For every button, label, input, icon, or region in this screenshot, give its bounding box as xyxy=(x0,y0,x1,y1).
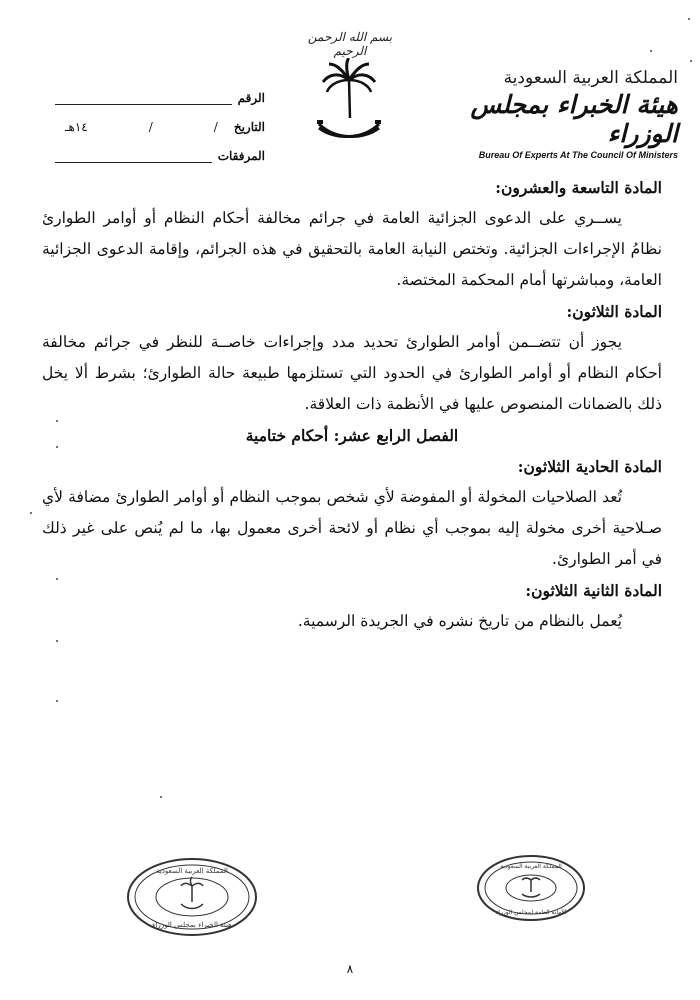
article-31-text: تُعد الصلاحيات المخولة أو المفوضة لأي شخص بموجب النظام أو أوامر الطوارئ مضافة لأي صـلاحية أخرى مخولة إليه بموجب أي نظام أو لائحة أخرى معمول بها، ما لم يُنص على غير ذلك في أمر الطوارئ. xyxy=(42,488,662,568)
svg-text:الأمانة العامة لمجلس الوزراء: الأمانة العامة لمجلس الوزراء xyxy=(495,909,567,916)
attachments-row xyxy=(55,134,265,163)
organization-header xyxy=(438,68,678,160)
article-31-title: المادة الحادية الثلاثون: xyxy=(517,457,662,476)
basmala: بسم الله الرحمن الرحيم xyxy=(307,30,393,58)
article-30-text: يجوز أن تتضــمن أوامر الطوارئ تحديد مدد وإجراءات خاصــة للنظر في جرائم مخالفة أحكام النظام أو أوامر الطوارئ في الحدود التي تستلزمها طبيعة حالة الطوارئ؛ بشرط ألا يخل ذلك بالضمانات المنصوص عليها في الأنظمة ذات العلاقة. xyxy=(42,333,662,413)
scan-speck xyxy=(56,578,58,580)
article-32-title: المادة الثانية الثلاثون: xyxy=(525,581,662,600)
scan-speck xyxy=(56,640,58,642)
date-label: التاريخ xyxy=(233,120,265,134)
kingdom-name: المملكة العربية السعودية xyxy=(503,68,678,88)
svg-text:المملكة العربية السعودية: المملكة العربية السعودية xyxy=(500,863,562,870)
date-year: ١٤هـ xyxy=(65,120,88,134)
saudi-emblem-icon xyxy=(315,58,383,150)
scan-speck xyxy=(30,512,32,514)
scan-speck xyxy=(56,420,58,422)
bureau-name-en: Bureau Of Experts At The Council Of Ministers xyxy=(478,150,678,160)
scan-speck xyxy=(56,700,58,702)
date-sep-2: / xyxy=(148,120,153,134)
bureau-name-ar: هيئة الخبراء بمجلس الوزراء xyxy=(470,90,678,148)
svg-text:هيئة الخبراء بمجلس الوزراء: هيئة الخبراء بمجلس الوزراء xyxy=(152,921,232,929)
scan-speck xyxy=(688,18,690,20)
scan-speck xyxy=(56,446,58,448)
article-30-title: المادة الثلاثون: xyxy=(566,302,662,321)
scan-speck xyxy=(690,60,692,62)
date-row xyxy=(55,105,265,134)
official-stamp-left xyxy=(125,856,260,938)
chapter-14-title: الفصل الرابع عشر: أحكام ختامية xyxy=(245,426,459,445)
reference-number-label: الرقم xyxy=(237,91,265,105)
article-32-text: يُعمل بالنظام من تاريخ نشره في الجريدة الرسمية. xyxy=(297,612,622,630)
article-29-title: المادة التاسعة والعشرون: xyxy=(495,178,662,197)
svg-text:المملكة العربية السعودية: المملكة العربية السعودية xyxy=(156,867,228,875)
reference-fields xyxy=(55,76,265,163)
attachments-label: المرفقات xyxy=(217,149,265,163)
scan-speck xyxy=(650,50,652,52)
date-value xyxy=(55,120,228,134)
article-29-text: يســري على الدعوى الجزائية العامة في جرائم مخالفة أحكام النظام أو أوامر الطوارئ نظامُ الإجراءات الجزائية. وتختص النيابة العامة بالتحقيق في هذه الجرائم، وإقامة الدعوى الجزائية العامة، ومباشرتها أمام المحكمة المختصة. xyxy=(42,209,662,289)
page-number: ٨ xyxy=(346,962,354,976)
document-body xyxy=(42,172,662,637)
official-stamp-right xyxy=(475,852,587,924)
scan-speck xyxy=(160,796,162,798)
reference-number-row xyxy=(55,76,265,105)
date-sep-1: / xyxy=(213,120,218,134)
attachments-line xyxy=(55,153,212,163)
reference-number-line xyxy=(55,95,232,105)
